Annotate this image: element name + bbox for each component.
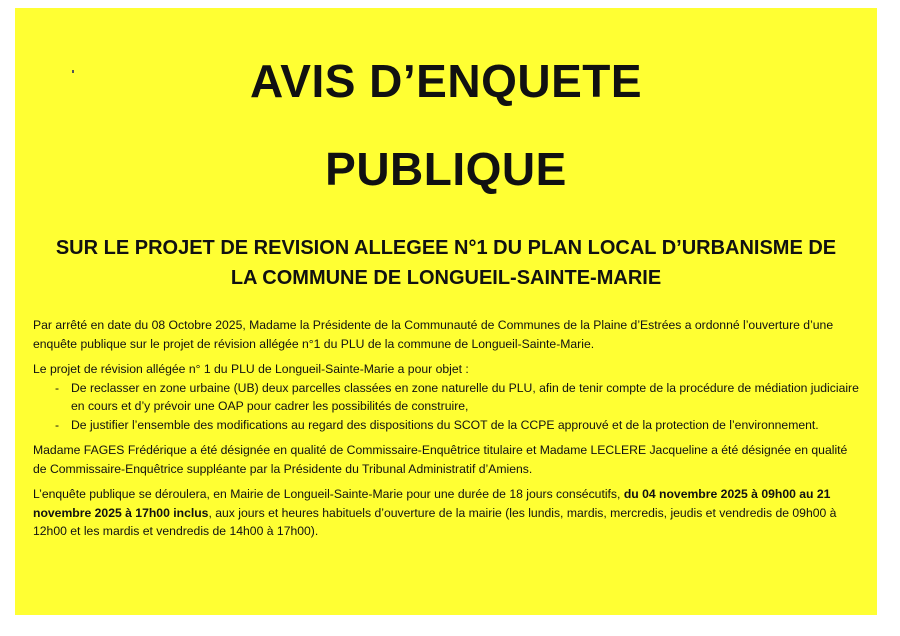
notice-title-line1: AVIS D’ENQUETE	[249, 55, 643, 107]
object-list	[33, 379, 863, 435]
paragraph-arrete: Par arrêté en date du 08 Octobre 2025, Madame la Présidente de la Communauté de Communes de la Plaine d’Estrées a ordonné l’ouverture d’une enquête publique sur le projet de révision allégée n°1 du PLU de la commune de Longueil-Sainte-Marie.	[33, 318, 834, 351]
notice-title-line2: PUBLIQUE	[325, 143, 567, 195]
object-item-text: De justifier l’ensemble des modifications au regard des dispositions du SCOT de la CCPE approuvé et de la protection de l’environnement.	[71, 417, 819, 432]
subtitle-line2: LA COMMUNE DE LONGUEIL-SAINTE-MARIE	[230, 267, 662, 289]
subtitle-line1: SUR LE PROJET DE REVISION ALLEGEE N°1 DU PLAN LOCAL D’URBANISME DE	[55, 237, 837, 259]
bullet-dash: -	[55, 380, 60, 395]
paragraph-commissioners: Madame FAGES Frédérique a été désignée en qualité de Commissaire-Enquêtrice titulaire et Madame LECLERE Jacqueline a été désignée en qualité de Commissaire-Enquêtrice suppléante par la Présidente du Tribunal Administratif d’Amiens.	[33, 443, 848, 476]
bullet-dash: -	[55, 417, 60, 432]
dates-text-end: , aux jours et heures habituels d’ouverture de la mairie (les lundis, mardis, mercredis, jeudis et vendredis de 09h00 à 12h00 et les mardis et vendredis de 14h00 à 17h00).	[33, 505, 837, 538]
notice-body	[33, 316, 863, 548]
object-item-text: De reclasser en zone urbaine (UB) deux parcelles classées en zone naturelle du PLU, afin de tenir compte de la procédure de médiation judiciaire en cours et d’y prévoir une OAP pour cadrer les possibilités de construire,	[71, 380, 859, 413]
paragraph-dates	[33, 485, 863, 541]
dates-text-start: L’enquête publique se déroulera, en Mairie de Longueil-Sainte-Marie pour une durée de 18 jours consécutifs,	[33, 487, 624, 501]
notice-subtitle	[35, 233, 857, 293]
list-item	[33, 416, 863, 435]
public-notice-poster	[15, 8, 877, 615]
dates-period-bold: du 04 novembre 2025 à 09h00 au 21 novembre 2025 à 17h00 inclus	[33, 487, 831, 520]
paragraph-object-intro: Le projet de révision allégée n° 1 du PLU de Longueil-Sainte-Marie a pour objet :	[33, 362, 469, 376]
list-item	[33, 379, 863, 416]
